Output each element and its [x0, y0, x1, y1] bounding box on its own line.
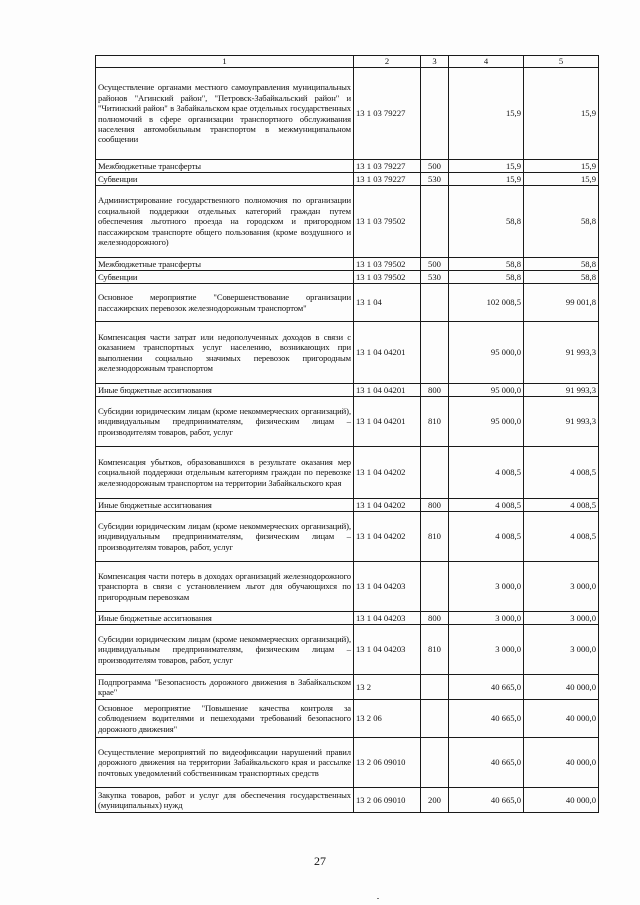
- row-expense-type: 500: [421, 258, 449, 271]
- row-expense-type: [421, 675, 449, 700]
- row-name: Администрирование государственного полномочия по организации социальной поддержки отдельных категорий граждан путем обеспечения льготного проезда на городском и пригородном пассажирском транспорте общего пользования (кроме воздушного и железнодорожного): [96, 186, 354, 258]
- row-code: 13 2 06 09010: [354, 738, 421, 788]
- table-row: [96, 186, 599, 258]
- table-row: [96, 675, 599, 700]
- table-row: [96, 499, 599, 512]
- row-name: Субсидии юридическим лицам (кроме некоммерческих организаций), индивидуальным предпринимателям, физическим лицам – производителям товаров, работ, услуг: [96, 512, 354, 562]
- table-row: [96, 322, 599, 384]
- row-code: 13 2 06 09010: [354, 788, 421, 813]
- row-code: 13 1 04 04202: [354, 512, 421, 562]
- row-expense-type: [421, 738, 449, 788]
- row-expense-type: [421, 68, 449, 160]
- row-amount-col5: 99 001,8: [524, 284, 599, 322]
- row-expense-type: 810: [421, 397, 449, 447]
- table-row: [96, 625, 599, 675]
- row-amount-col5: 91 993,3: [524, 384, 599, 397]
- header-col-3: 3: [421, 56, 449, 68]
- row-expense-type: 800: [421, 499, 449, 512]
- row-name: Иные бюджетные ассигнования: [96, 499, 354, 512]
- table-row: [96, 160, 599, 173]
- row-expense-type: [421, 284, 449, 322]
- row-amount-col4: 58,8: [449, 271, 524, 284]
- row-expense-type: 500: [421, 160, 449, 173]
- row-code: 13 1 04: [354, 284, 421, 322]
- table-row: [96, 384, 599, 397]
- row-expense-type: 800: [421, 384, 449, 397]
- row-name: Иные бюджетные ассигнования: [96, 612, 354, 625]
- row-name: Компенсация убытков, образовавшихся в результате оказания мер социальной поддержки отдельным категориям граждан по перевозке железнодорожным транспортом на территории Забайкальского края: [96, 447, 354, 499]
- table-row: [96, 284, 599, 322]
- row-amount-col4: 95 000,0: [449, 384, 524, 397]
- row-amount-col4: 15,9: [449, 160, 524, 173]
- row-amount-col5: 40 000,0: [524, 675, 599, 700]
- row-name: Субсидии юридическим лицам (кроме некоммерческих организаций), индивидуальным предпринимателям, физическим лицам – производителям товаров, работ, услуг: [96, 397, 354, 447]
- row-amount-col5: 91 993,3: [524, 322, 599, 384]
- row-amount-col4: 3 000,0: [449, 612, 524, 625]
- row-amount-col4: 15,9: [449, 68, 524, 160]
- row-expense-type: 810: [421, 625, 449, 675]
- row-code: 13 1 04 04201: [354, 322, 421, 384]
- row-amount-col5: 91 993,3: [524, 397, 599, 447]
- header-col-5: 5: [524, 56, 599, 68]
- row-name: Основное мероприятие "Совершенствование организации пассажирских перевозок железнодорожным транспортом": [96, 284, 354, 322]
- row-name: Осуществление органами местного самоуправления муниципальных районов "Агинский район", "Петровск-Забайкальский район" и "Читинский район" в Забайкальском крае отдельных государственных полномочий в сфере организации транспортного обслуживания населения автомобильным транспортом в межмуниципальном сообщении: [96, 68, 354, 160]
- row-amount-col4: 40 665,0: [449, 738, 524, 788]
- row-amount-col4: 40 665,0: [449, 675, 524, 700]
- row-name: Подпрограмма "Безопасность дорожного движения в Забайкальском крае": [96, 675, 354, 700]
- row-expense-type: 810: [421, 512, 449, 562]
- table-row: [96, 397, 599, 447]
- table-row: [96, 173, 599, 186]
- row-name: Субвенции: [96, 271, 354, 284]
- table-row: [96, 738, 599, 788]
- row-name: Иные бюджетные ассигнования: [96, 384, 354, 397]
- row-name: Межбюджетные трансферты: [96, 258, 354, 271]
- row-name: Основное мероприятие "Повышение качества контроля за соблюдением водителями и пешеходами требований безопасного дорожного движения": [96, 700, 354, 738]
- page-number: 27: [314, 854, 326, 868]
- table-row: [96, 612, 599, 625]
- row-name: Компенсация части потерь в доходах организаций железнодорожного транспорта в связи с установлением льгот для обучающихся по пригородным перевозкам: [96, 562, 354, 612]
- row-code: 13 2 06: [354, 700, 421, 738]
- row-name: Закупка товаров, работ и услуг для обеспечения государственных (муниципальных) нужд: [96, 788, 354, 813]
- row-amount-col5: 3 000,0: [524, 625, 599, 675]
- row-code: 13 1 03 79227: [354, 173, 421, 186]
- row-expense-type: 530: [421, 271, 449, 284]
- table-row: [96, 700, 599, 738]
- row-amount-col5: 40 000,0: [524, 700, 599, 738]
- row-expense-type: 800: [421, 612, 449, 625]
- table-row: [96, 447, 599, 499]
- row-expense-type: 200: [421, 788, 449, 813]
- table-row: [96, 562, 599, 612]
- row-code: 13 2: [354, 675, 421, 700]
- row-code: 13 1 03 79502: [354, 271, 421, 284]
- row-expense-type: [421, 562, 449, 612]
- row-amount-col4: 4 008,5: [449, 499, 524, 512]
- row-amount-col5: 4 008,5: [524, 499, 599, 512]
- row-amount-col4: 40 665,0: [449, 700, 524, 738]
- row-code: 13 1 04 04201: [354, 384, 421, 397]
- header-col-4: 4: [449, 56, 524, 68]
- row-code: 13 1 04 04201: [354, 397, 421, 447]
- row-expense-type: [421, 700, 449, 738]
- row-amount-col5: 4 008,5: [524, 512, 599, 562]
- row-name: Субвенции: [96, 173, 354, 186]
- table-row: [96, 258, 599, 271]
- row-amount-col5: 58,8: [524, 271, 599, 284]
- budget-table: [95, 55, 599, 813]
- row-code: 13 1 04 04203: [354, 612, 421, 625]
- row-amount-col5: 4 008,5: [524, 447, 599, 499]
- scan-speck: [377, 898, 379, 899]
- row-expense-type: [421, 322, 449, 384]
- row-name: Межбюджетные трансферты: [96, 160, 354, 173]
- row-amount-col4: 95 000,0: [449, 397, 524, 447]
- row-code: 13 1 04 04202: [354, 447, 421, 499]
- row-amount-col4: 58,8: [449, 258, 524, 271]
- row-amount-col5: 40 000,0: [524, 738, 599, 788]
- header-col-1: 1: [96, 56, 354, 68]
- header-col-2: 2: [354, 56, 421, 68]
- row-amount-col4: 102 008,5: [449, 284, 524, 322]
- row-code: 13 1 04 04202: [354, 499, 421, 512]
- row-amount-col5: 15,9: [524, 160, 599, 173]
- table-row: [96, 271, 599, 284]
- row-code: 13 1 04 04203: [354, 625, 421, 675]
- row-code: 13 1 03 79502: [354, 186, 421, 258]
- row-code: 13 1 03 79227: [354, 160, 421, 173]
- row-amount-col5: 58,8: [524, 186, 599, 258]
- row-amount-col5: 15,9: [524, 68, 599, 160]
- row-amount-col4: 58,8: [449, 186, 524, 258]
- row-amount-col4: 3 000,0: [449, 625, 524, 675]
- row-code: 13 1 03 79227: [354, 68, 421, 160]
- row-expense-type: 530: [421, 173, 449, 186]
- row-amount-col4: 3 000,0: [449, 562, 524, 612]
- row-amount-col5: 3 000,0: [524, 612, 599, 625]
- row-amount-col4: 15,9: [449, 173, 524, 186]
- row-amount-col5: 40 000,0: [524, 788, 599, 813]
- row-name: Осуществление мероприятий по видеофиксации нарушений правил дорожного движения на территории Забайкальского края и рассылке почтовых уведомлений собственникам транспортных средств: [96, 738, 354, 788]
- row-amount-col4: 95 000,0: [449, 322, 524, 384]
- row-name: Компенсация части затрат или недополученных доходов в связи с оказанием транспортных услуг населению, возникающих при выполнении социально значимых перевозок пригородным железнодорожным транспортом: [96, 322, 354, 384]
- row-amount-col5: 3 000,0: [524, 562, 599, 612]
- row-expense-type: [421, 186, 449, 258]
- row-code: 13 1 03 79502: [354, 258, 421, 271]
- table-row: [96, 68, 599, 160]
- header-row: [96, 56, 599, 68]
- row-amount-col4: 4 008,5: [449, 512, 524, 562]
- row-code: 13 1 04 04203: [354, 562, 421, 612]
- row-amount-col5: 58,8: [524, 258, 599, 271]
- row-amount-col4: 4 008,5: [449, 447, 524, 499]
- table-row: [96, 788, 599, 813]
- row-amount-col4: 40 665,0: [449, 788, 524, 813]
- row-expense-type: [421, 447, 449, 499]
- table-row: [96, 512, 599, 562]
- row-name: Субсидии юридическим лицам (кроме некоммерческих организаций), индивидуальным предпринимателям, физическим лицам – производителям товаров, работ, услуг: [96, 625, 354, 675]
- row-amount-col5: 15,9: [524, 173, 599, 186]
